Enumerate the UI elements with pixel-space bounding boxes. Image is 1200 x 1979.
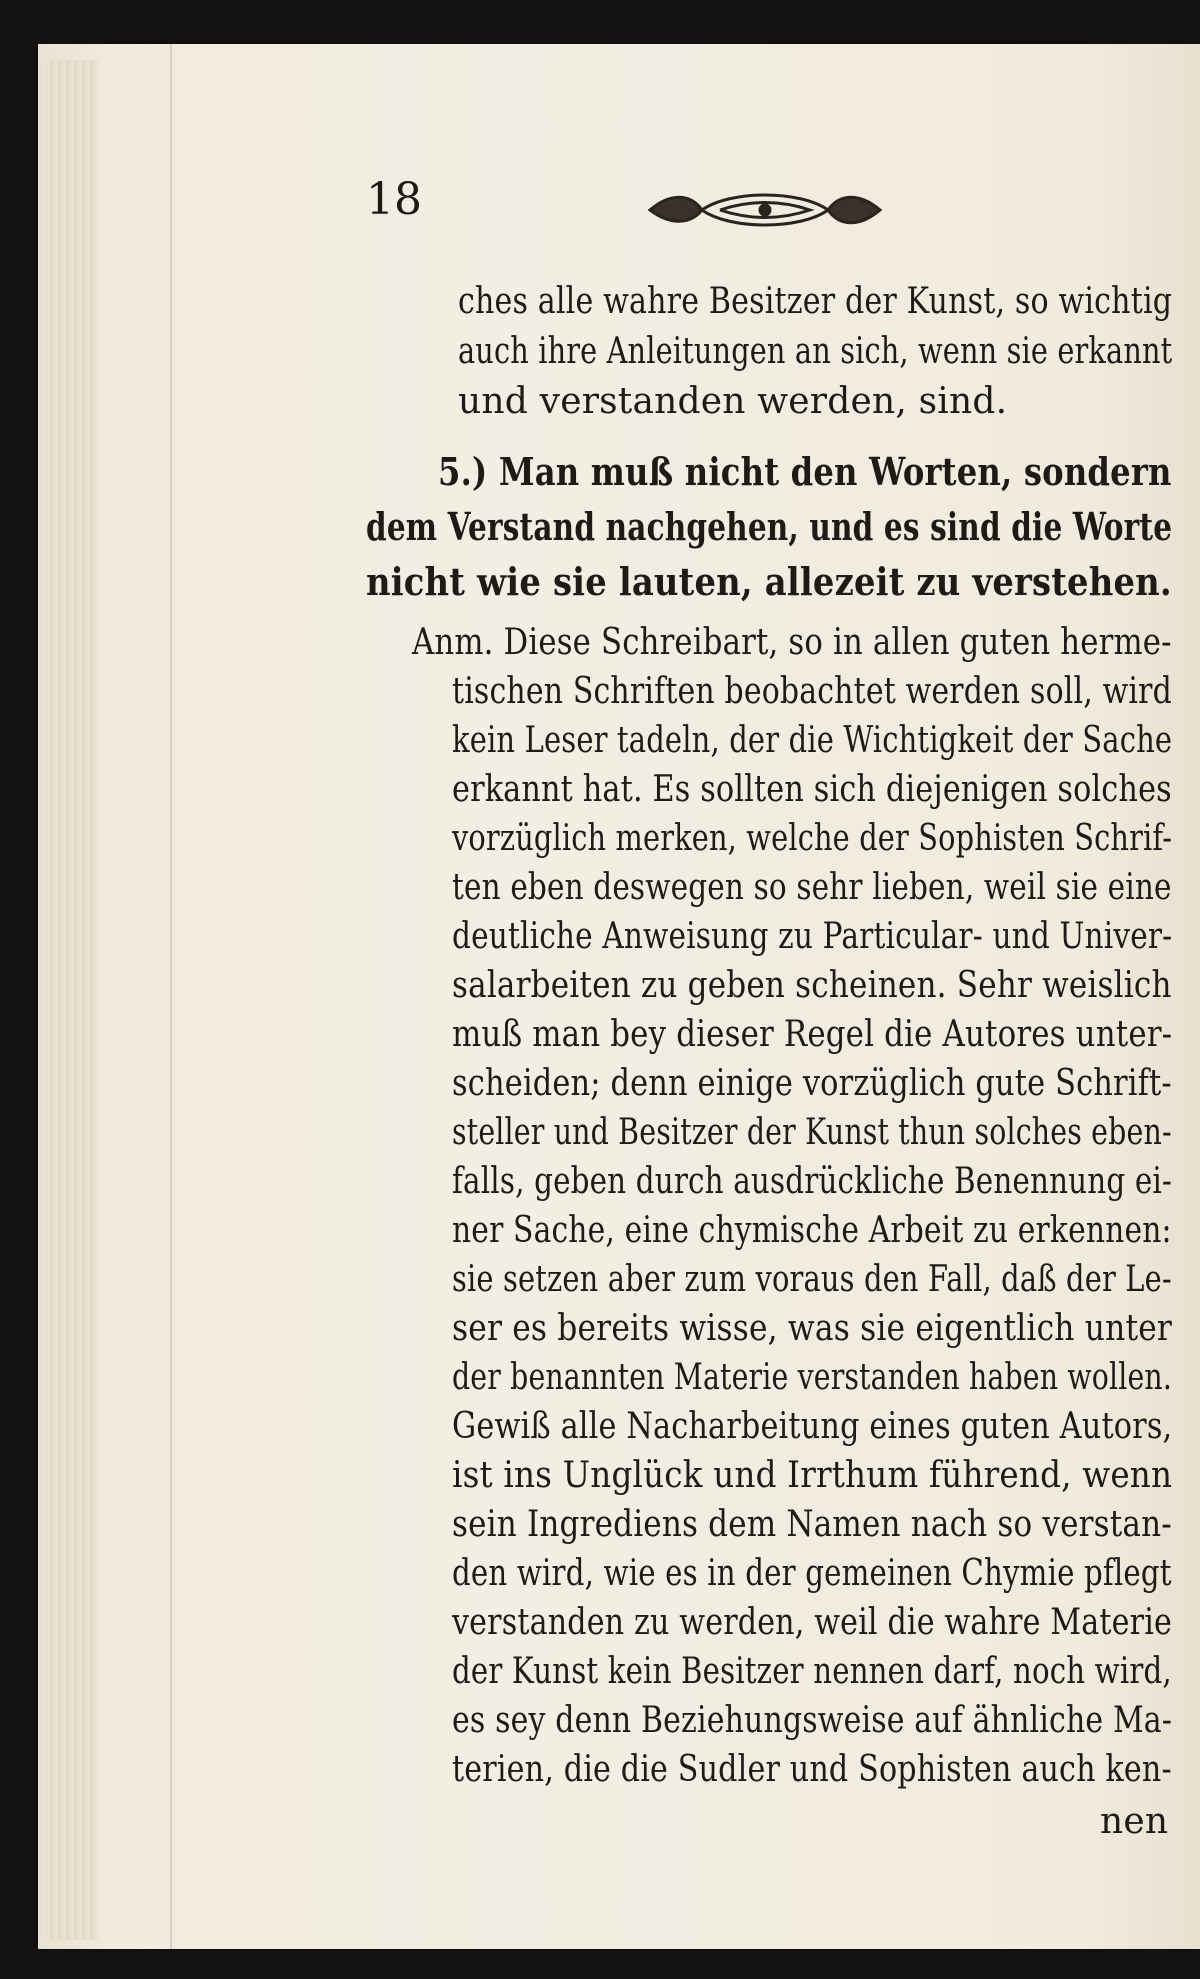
note-line: ser es bereits wisse, was sie eigentlich unter (452, 1308, 1173, 1349)
note-line: der Kunst kein Besitzer nennen darf, noch wird, (452, 1651, 1172, 1692)
note-line: salarbeiten zu geben scheinen. Sehr weislich (452, 965, 1172, 1006)
catchword: nen (1100, 1801, 1169, 1842)
note-line: erkannt hat. Es sollten sich diejenigen solches (452, 769, 1172, 810)
note-line: vorzüglich merken, welche der Sophisten Schrif- (452, 818, 1173, 859)
note-line: verstanden zu werden, weil die wahre Materie (452, 1602, 1172, 1643)
note-line: tischen Schriften beobachtet werden soll, wird (452, 671, 1172, 712)
note-line: sein Ingrediens dem Namen nach so verstan- (452, 1504, 1172, 1545)
note-line: sie setzen aber zum voraus den Fall, daß der Le- (452, 1259, 1172, 1300)
text-line: und verstanden werden, sind. (458, 381, 1008, 422)
page-edge-stack (46, 60, 98, 1940)
note-line: falls, geben durch ausdrückliche Benennung ei- (452, 1161, 1173, 1202)
rule-line: 5.) Man muß nicht den Worten, sondern (438, 449, 1172, 494)
note-line: den wird, wie es in der gemeinen Chymie pflegt (452, 1553, 1172, 1594)
note-line: kein Leser tadeln, der die Wichtigkeit der Sache (452, 720, 1173, 761)
note-line: es sey denn Beziehungsweise auf ähnliche Ma- (452, 1700, 1173, 1741)
rule-line: nicht wie sie lauten, allezeit zu verstehen. (366, 559, 1172, 604)
page-number: 18 (366, 174, 422, 225)
note-line: deutliche Anweisung zu Particular- und Univer- (452, 916, 1173, 957)
note-line: ten eben deswegen so sehr lieben, weil sie eine (452, 867, 1172, 908)
note-line: scheiden; denn einige vorzüglich gute Schrift- (452, 1063, 1172, 1104)
note-line: ner Sache, eine chymische Arbeit zu erkennen: (452, 1210, 1172, 1251)
note-line: Gewiß alle Nacharbeitung eines guten Autors, (452, 1406, 1173, 1447)
rule-line: dem Verstand nachgehen, und es sind die Worte (366, 504, 1173, 549)
note-line: terien, die die Sudler und Sophisten auch ken- (452, 1749, 1172, 1790)
note-line: ist ins Unglück und Irrthum führend, wenn (452, 1455, 1173, 1496)
gutter-fold (170, 44, 172, 1949)
note-line: der benannten Materie verstanden haben wollen. (452, 1357, 1172, 1398)
text-line: auch ihre Anleitungen an sich, wenn sie erkannt (458, 331, 1173, 372)
note-line: steller und Besitzer der Kunst thun solches eben- (452, 1112, 1172, 1153)
note-line: Anm. Diese Schreibart, so in allen guten herme- (412, 622, 1172, 663)
text-line: ches alle wahre Besitzer der Kunst, so wichtig (458, 281, 1173, 322)
note-line: muß man bey dieser Regel die Autores unter- (452, 1014, 1173, 1055)
floral-vignette-ornament-icon (640, 185, 890, 235)
